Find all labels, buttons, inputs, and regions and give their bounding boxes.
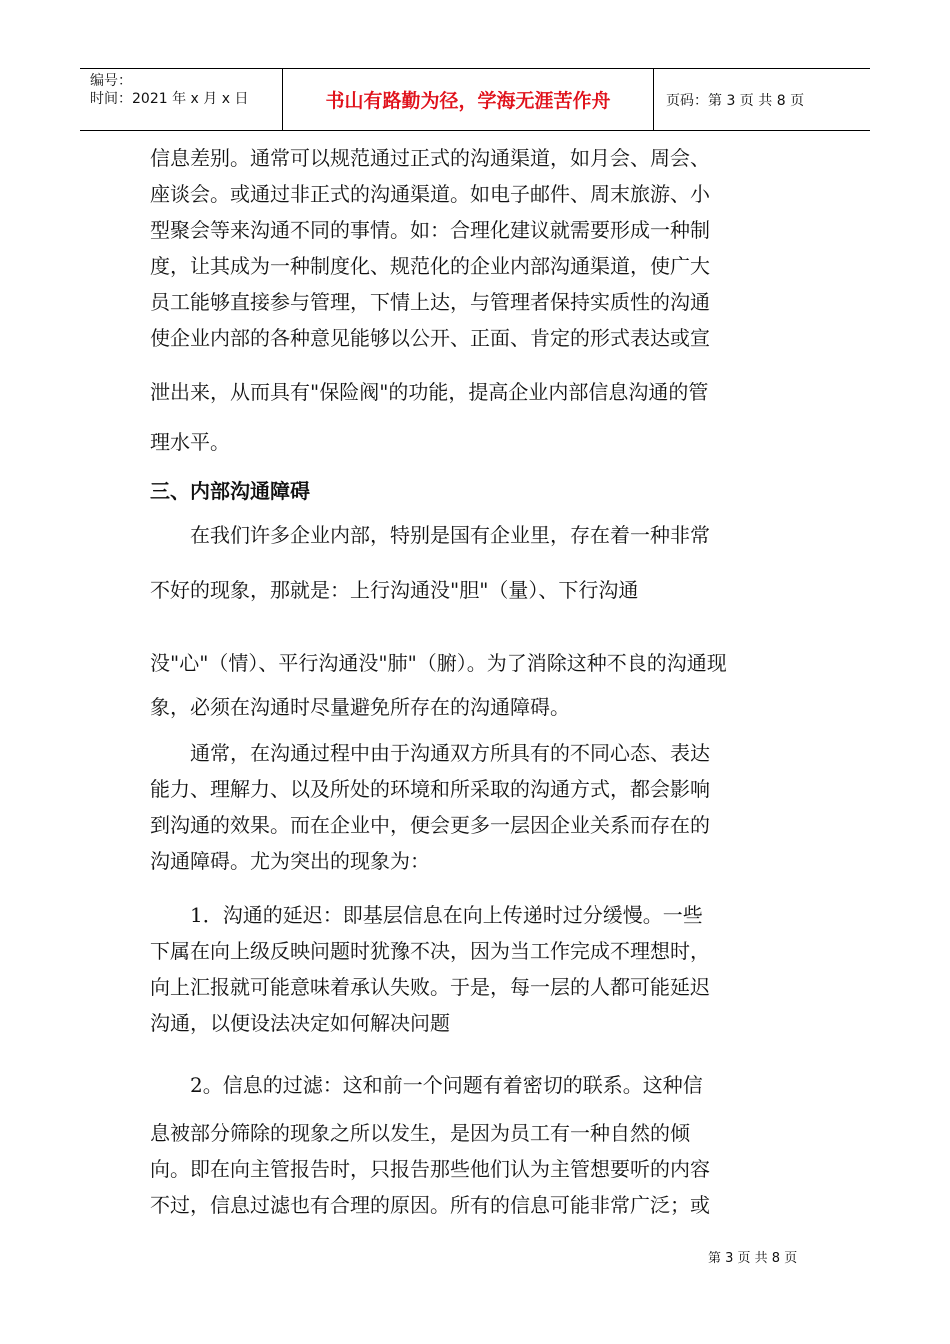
body-line: 员工能够直接参与管理，下情上达，与管理者保持实质性的沟通 bbox=[150, 290, 710, 314]
header-page-info-cell bbox=[654, 69, 870, 130]
body-line: 信息差别。通常可以规范通过正式的沟通渠道，如月会、周会、 bbox=[150, 146, 710, 170]
body-line: 不好的现象，那就是：上行沟通没"胆"（量）、下行沟通 bbox=[150, 578, 639, 602]
header-motto-cell bbox=[282, 69, 654, 130]
body-line: 向上汇报就可能意味着承认失败。于是，每一层的人都可能延迟 bbox=[150, 975, 710, 999]
header-meta bbox=[80, 69, 282, 130]
document-number-label: 编号： bbox=[90, 73, 132, 89]
body-line: 度，让其成为一种制度化、规范化的企业内部沟通渠道，使广大 bbox=[150, 254, 710, 278]
body-line: 2。信息的过滤：这和前一个问题有着密切的联系。这种信 bbox=[150, 1073, 703, 1097]
body-line: 型聚会等来沟通不同的事情。如：合理化建议就需要形成一种制 bbox=[150, 218, 710, 242]
body-line: 没"心"（情）、平行沟通没"肺"（腑）。为了消除这种不良的沟通现 bbox=[150, 651, 727, 675]
body-line: 在我们许多企业内部，特别是国有企业里，存在着一种非常 bbox=[150, 523, 710, 547]
header-motto: 书山有路勤为径，学海无涯苦作舟 bbox=[325, 90, 611, 112]
body-line: 下属在向上级反映问题时犹豫不决，因为当工作完成不理想时， bbox=[150, 939, 710, 963]
body-line: 使企业内部的各种意见能够以公开、正面、肯定的形式表达或宣 bbox=[150, 326, 710, 350]
body-line: 不过，信息过滤也有合理的原因。所有的信息可能非常广泛；或 bbox=[150, 1193, 710, 1217]
page-footer: 第 3 页 共 8 页 bbox=[708, 1251, 798, 1266]
section-heading: 三、内部沟通障碍 bbox=[150, 479, 310, 503]
document-date: 时间：2021 年 x 月 x 日 bbox=[90, 91, 249, 107]
body-line: 泄出来，从而具有"保险阀"的功能，提高企业内部信息沟通的管 bbox=[150, 380, 709, 404]
header-page-info: 页码：第 3 页 共 8 页 bbox=[666, 92, 805, 109]
page-header bbox=[80, 68, 870, 131]
body-line: 到沟通的效果。而在企业中，便会更多一层因企业关系而存在的 bbox=[150, 813, 710, 837]
body-line: 理水平。 bbox=[150, 430, 230, 454]
body-line: 象，必须在沟通时尽量避免所存在的沟通障碍。 bbox=[150, 695, 570, 719]
body-line: 向。即在向主管报告时，只报告那些他们认为主管想要听的内容 bbox=[150, 1157, 710, 1181]
body-line: 沟通，以便设法决定如何解决问题 bbox=[150, 1011, 450, 1035]
body-line: 通常，在沟通过程中由于沟通双方所具有的不同心态、表达 bbox=[150, 741, 710, 765]
body-line: 1．沟通的延迟：即基层信息在向上传递时过分缓慢。一些 bbox=[150, 903, 703, 927]
body-line: 座谈会。或通过非正式的沟通渠道。如电子邮件、周末旅游、小 bbox=[150, 182, 710, 206]
body-line: 息被部分筛除的现象之所以发生，是因为员工有一种自然的倾 bbox=[150, 1121, 690, 1145]
body-line: 能力、理解力、以及所处的环境和所采取的沟通方式，都会影响 bbox=[150, 777, 710, 801]
body-line: 沟通障碍。尤为突出的现象为： bbox=[150, 849, 430, 873]
